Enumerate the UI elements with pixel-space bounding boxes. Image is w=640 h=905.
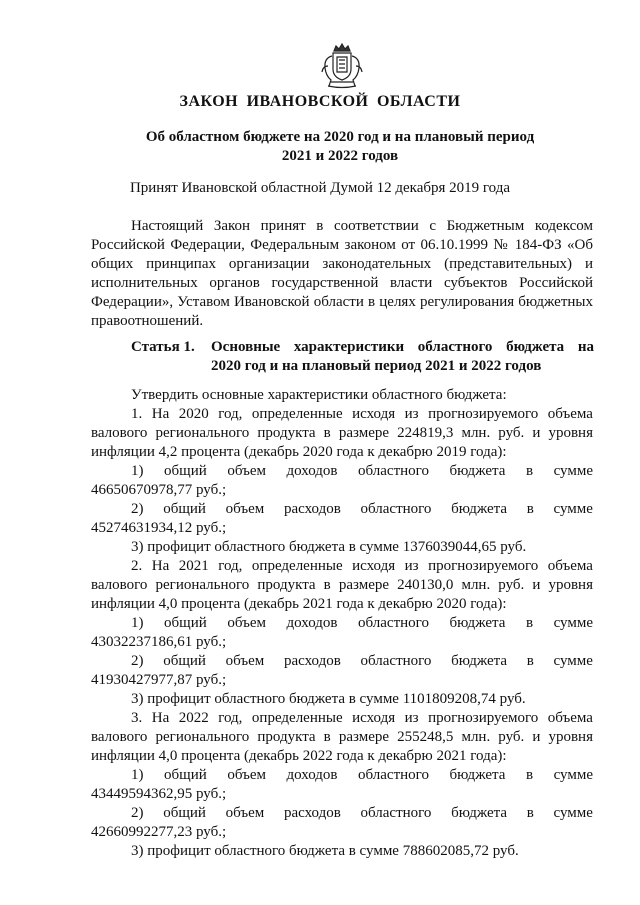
word: сумме: [553, 653, 593, 669]
word: общий: [164, 767, 207, 783]
law-subtitle: [90, 128, 590, 166]
word: 2): [131, 653, 144, 669]
word: общий: [163, 805, 206, 821]
article-heading: [131, 338, 594, 376]
characteristics-list: [91, 386, 593, 861]
word: объем: [227, 767, 266, 783]
subtitle-line: Об областном бюджете на 2020 год и на плановый период: [145, 129, 535, 145]
article-title-line: 2020 год и на плановый период 2021 и 2022 годов: [211, 358, 542, 374]
word: объема: [547, 710, 593, 726]
expense-value: 45274631934,12 руб.;: [91, 520, 227, 536]
word: объем: [225, 653, 265, 669]
year-item-line: валового регионального продукта в размере 224819,3 млн. руб. и уровня: [91, 425, 593, 441]
word: в: [525, 463, 534, 479]
revenue-line: [91, 462, 593, 481]
word: бюджета: [449, 615, 506, 631]
subtitle-line: 2021 и 2022 годов: [281, 148, 399, 164]
surplus-line: 3) профицит областного бюджета в сумме 1376039044,65 руб.: [131, 539, 527, 555]
word: исходя: [352, 710, 396, 726]
word: 1): [131, 463, 144, 479]
word: областного: [360, 501, 432, 517]
preamble-paragraph: Настоящий Закон принят в соответствии с Бюджетным кодексом Российской Федерации, Федеральным законом от 06.10.1999 № 184-ФЗ «Об общих принципах организации законодательных (представительных) и исполнительных органов государственной власти субъектов Российской Федерации», Уставом Ивановской области в целях регулирования бюджетных правоотношений.: [91, 218, 593, 329]
revenue-value: 43449594362,95 руб.;: [91, 786, 227, 802]
word: год,: [218, 710, 243, 726]
word: На: [151, 710, 170, 726]
word: сумме: [553, 805, 593, 821]
year-item-line: инфляции 4,0 процента (декабрь 2022 года к декабрю 2021 года):: [91, 748, 507, 764]
word: прогнозируемого: [428, 558, 539, 574]
word: 2.: [131, 558, 143, 574]
year-item-line: инфляции 4,2 процента (декабрь 2020 года к декабрю 2019 года):: [91, 444, 507, 460]
word: областного: [358, 615, 429, 631]
word: бюджета: [451, 501, 508, 517]
expense-value: 41930427977,87 руб.;: [91, 672, 227, 688]
word: объема: [547, 406, 593, 422]
word: 1): [131, 767, 144, 783]
word: в: [526, 501, 534, 517]
word: 2022: [178, 710, 209, 726]
word: бюджета: [449, 767, 506, 783]
word: в: [525, 767, 534, 783]
word: бюджета: [451, 653, 508, 669]
word: бюджета: [451, 805, 508, 821]
word: определенные: [251, 406, 343, 422]
word: 3.: [131, 710, 143, 726]
word: областного: [358, 463, 429, 479]
word: в: [525, 615, 534, 631]
revenue-value: 43032237186,61 руб.;: [91, 634, 227, 650]
word: определенные: [251, 710, 343, 726]
article-number: Статья 1.: [131, 339, 195, 355]
word: расходов: [283, 805, 341, 821]
revenue-line: [91, 614, 593, 633]
word: 2): [131, 805, 144, 821]
revenue-value: 46650670978,77 руб.;: [91, 482, 227, 498]
word: На: [151, 558, 170, 574]
coat-of-arms-icon: [318, 42, 366, 90]
word: в: [526, 805, 534, 821]
surplus-line: 3) профицит областного бюджета в сумме 1101809208,74 руб.: [131, 691, 526, 707]
expense-line: [91, 500, 593, 519]
year-item-line: валового регионального продукта в размере 255248,5 млн. руб. и уровня: [91, 729, 593, 745]
year-item-line: [91, 405, 593, 424]
word: прогнозируемого: [428, 406, 539, 422]
year-item-line: валового регионального продукта в размере 240130,0 млн. руб. и уровня: [91, 577, 593, 593]
word: прогнозируемого: [428, 710, 539, 726]
word: областного: [358, 767, 429, 783]
word: объема: [547, 558, 593, 574]
article-title-line: Основные характеристики областного бюджета на: [211, 339, 594, 355]
word: общий: [164, 463, 207, 479]
word: доходов: [286, 463, 338, 479]
word: общий: [164, 615, 207, 631]
word: исходя: [352, 558, 396, 574]
word: 2020: [178, 406, 209, 422]
word: объем: [225, 501, 265, 517]
word: На: [151, 406, 170, 422]
word: объем: [225, 805, 265, 821]
word: 2): [131, 501, 144, 517]
word: областного: [360, 805, 432, 821]
expense-line: [91, 804, 593, 823]
word: в: [526, 653, 534, 669]
word: из: [404, 406, 419, 422]
word: доходов: [286, 615, 338, 631]
word: 2021: [178, 558, 209, 574]
word: объем: [227, 463, 266, 479]
word: сумме: [553, 463, 593, 479]
revenue-line: [91, 766, 593, 785]
word: расходов: [283, 653, 341, 669]
word: общий: [163, 501, 206, 517]
word: расходов: [283, 501, 341, 517]
word: год,: [218, 558, 243, 574]
law-title: ЗАКОН ИВАНОВСКОЙ ОБЛАСТИ: [179, 93, 461, 110]
word: областного: [360, 653, 432, 669]
word: 1): [131, 615, 144, 631]
word: 1.: [131, 406, 143, 422]
word: определенные: [251, 558, 343, 574]
word: бюджета: [449, 463, 506, 479]
word: объем: [227, 615, 266, 631]
word: исходя: [352, 406, 396, 422]
intro-line: Утвердить основные характеристики областного бюджета:: [131, 387, 507, 403]
surplus-line: 3) профицит областного бюджета в сумме 788602085,72 руб.: [131, 843, 519, 859]
word: из: [404, 710, 419, 726]
word: общий: [163, 653, 206, 669]
expense-value: 42660992277,23 руб.;: [91, 824, 227, 840]
word: из: [404, 558, 419, 574]
preamble-block: [91, 217, 593, 331]
expense-line: [91, 652, 593, 671]
year-item-line: [91, 557, 593, 576]
adoption-note: Принят Ивановской областной Думой 12 декабря 2019 года: [129, 180, 511, 196]
word: год,: [218, 406, 243, 422]
word: сумме: [553, 767, 593, 783]
year-item-line: инфляции 4,0 процента (декабрь 2021 года к декабрю 2020 года):: [91, 596, 507, 612]
word: сумме: [553, 615, 593, 631]
word: доходов: [286, 767, 338, 783]
word: сумме: [553, 501, 593, 517]
year-item-line: [91, 709, 593, 728]
